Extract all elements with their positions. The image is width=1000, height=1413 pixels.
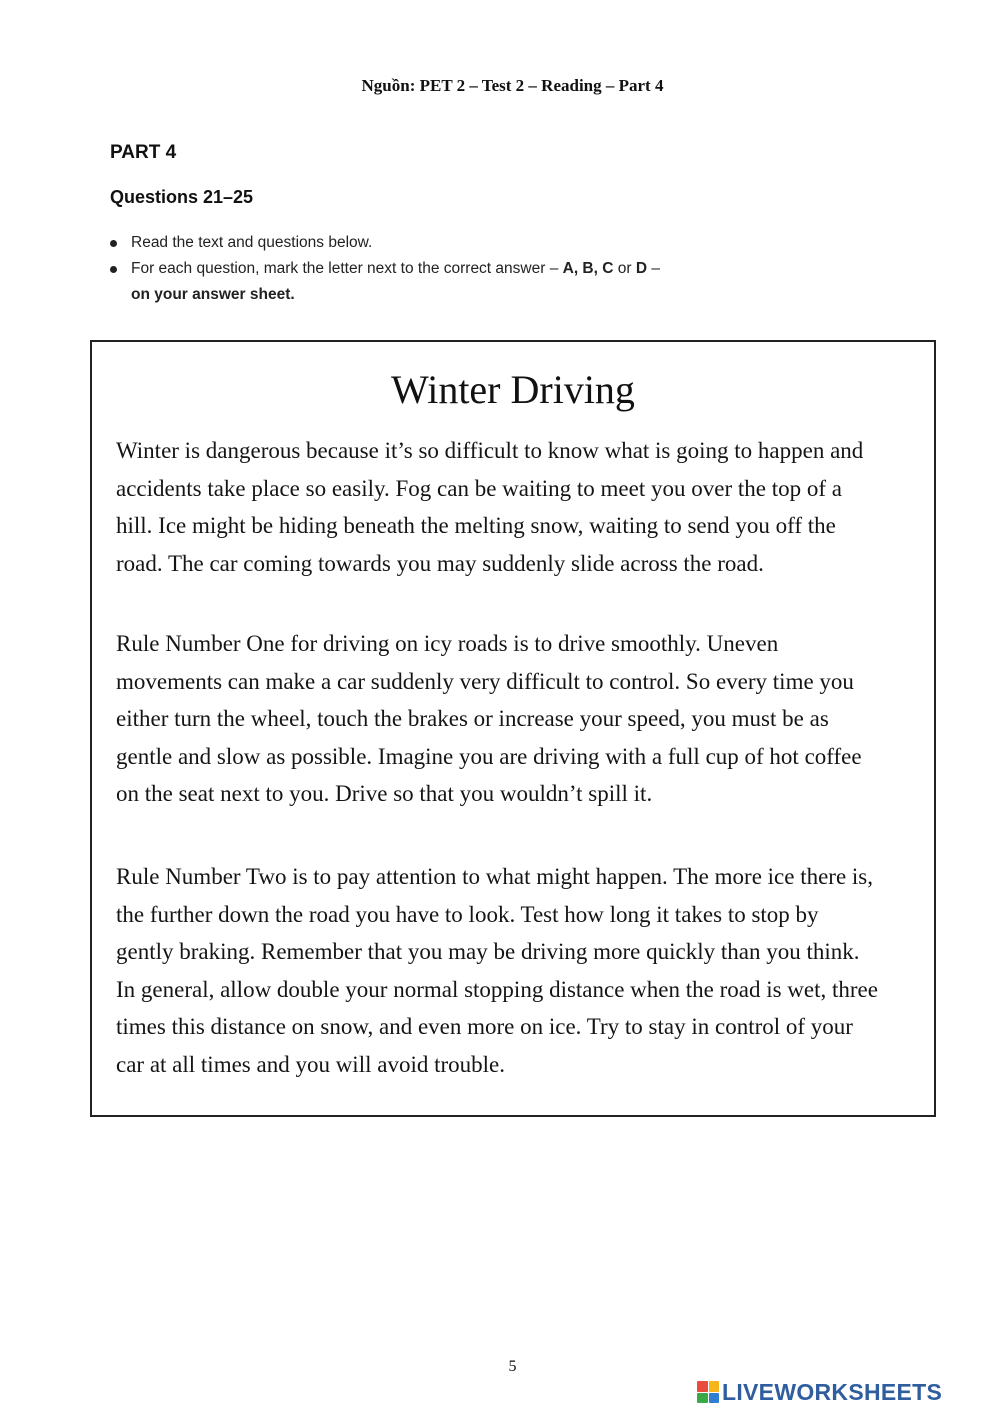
text-line: Rule Number Two is to pay attention to what might happen. The more ice there is, bbox=[116, 864, 874, 889]
article-paragraph-3 bbox=[116, 858, 916, 1083]
bullet-icon bbox=[110, 240, 117, 247]
logo-text: LIVEWORKSHEETS bbox=[722, 1378, 943, 1405]
bullet-icon bbox=[110, 266, 117, 273]
article-paragraph-1 bbox=[116, 432, 916, 582]
text-line: In general, allow double your normal stopping distance when the road is wet, three bbox=[116, 976, 878, 1002]
logo-square bbox=[697, 1393, 708, 1404]
instruction-text: or bbox=[613, 260, 636, 277]
instruction-text: – bbox=[647, 260, 660, 277]
instruction-continuation: on your answer sheet. bbox=[131, 286, 295, 303]
text-line: the further down the road you have to look. Test how long it takes to stop by bbox=[116, 901, 819, 927]
text-line: gentle and slow as possible. Imagine you are driving with a full cup of hot coffee bbox=[116, 743, 862, 769]
answer-letters: A, B, C bbox=[562, 260, 614, 277]
answer-letter-d: D bbox=[635, 260, 648, 277]
instruction-item bbox=[110, 230, 810, 256]
source-header: Nguồn: PET 2 – Test 2 – Reading – Part 4 bbox=[361, 76, 664, 95]
text-line: Winter is dangerous because it’s so difficult to know what is going to happen and bbox=[116, 438, 864, 463]
text-line: car at all times and you will avoid trouble. bbox=[116, 1051, 505, 1077]
part-title: PART 4 bbox=[110, 142, 177, 163]
text-line: gently braking. Remember that you may be driving more quickly than you think. bbox=[116, 939, 860, 964]
text-line: accidents take place so easily. Fog can be waiting to meet you over the top of a bbox=[116, 475, 842, 501]
logo-square bbox=[697, 1381, 708, 1392]
text-line: hill. Ice might be hiding beneath the melting snow, waiting to send you off the bbox=[116, 513, 836, 538]
instruction-text: Read the text and questions below. bbox=[131, 234, 373, 251]
instruction-text: For each question, mark the letter next to the correct answer – bbox=[131, 260, 563, 277]
logo-icon bbox=[697, 1381, 719, 1403]
text-line: on the seat next to you. Drive so that you wouldn’t spill it. bbox=[116, 781, 653, 806]
instruction-item bbox=[110, 256, 810, 282]
text-line: road. The car coming towards you may suddenly slide across the road. bbox=[116, 550, 764, 576]
liveworksheets-logo[interactable] bbox=[697, 1378, 943, 1405]
questions-range: Questions 21–25 bbox=[110, 187, 254, 207]
article-paragraph-2 bbox=[116, 625, 916, 813]
article-box bbox=[90, 340, 936, 1117]
text-line: movements can make a car suddenly very difficult to control. So every time you bbox=[116, 668, 854, 694]
logo-square bbox=[709, 1381, 720, 1392]
page-number: 5 bbox=[508, 1358, 517, 1375]
logo-square bbox=[709, 1393, 720, 1404]
text-line: Rule Number One for driving on icy roads is to drive smoothly. Uneven bbox=[116, 631, 779, 656]
text-line: either turn the wheel, touch the brakes or increase your speed, you must be as bbox=[116, 706, 829, 731]
article-title: Winter Driving bbox=[391, 367, 635, 412]
instructions bbox=[110, 230, 810, 308]
text-line: times this distance on snow, and even more on ice. Try to stay in control of your bbox=[116, 1014, 853, 1039]
